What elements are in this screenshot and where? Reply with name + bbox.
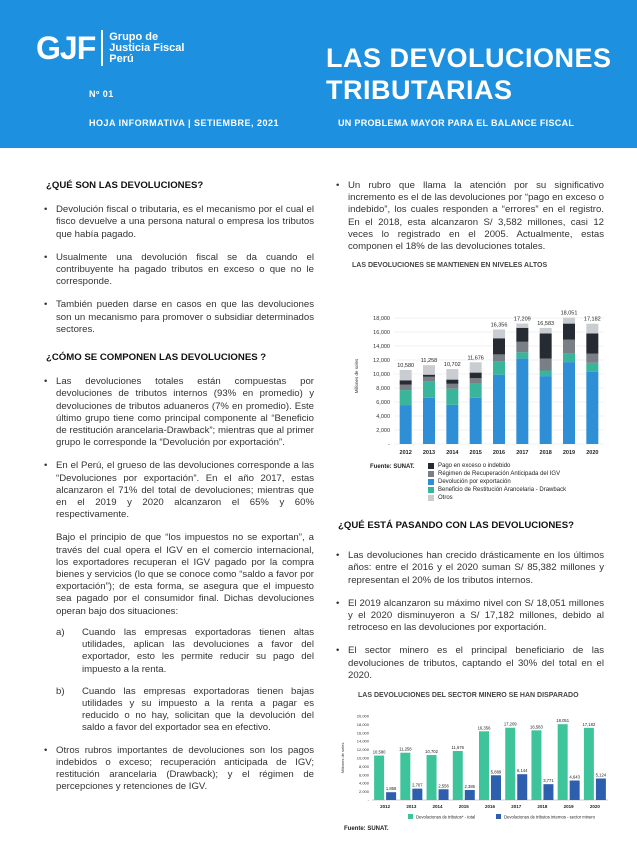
bar-value-label: 10,580 [372, 749, 386, 755]
chart-sector-minero [338, 692, 614, 840]
bar [584, 728, 594, 800]
bar-total-label: 18,051 [560, 310, 578, 317]
bullet-item [42, 204, 314, 241]
page-subtitle: UN PROBLEMA MAYOR PARA EL BALANCE FISCAL [338, 118, 575, 128]
y-tick-label: 2,000 [358, 789, 369, 795]
x-tick-label: 2020 [589, 804, 600, 809]
bulletin-date: HOJA INFORMATIVA | SETIEMBRE, 2021 [89, 118, 280, 128]
chart2-source: Fuente: SUNAT. [344, 826, 389, 832]
bullet-item [42, 252, 314, 289]
bullet-icon: • [44, 744, 48, 756]
bullet-text: También pueden darse en casos en que las devoluciones son un mecanismo para promover o subsidiar determinados sectores. [56, 299, 314, 335]
bar-value-label: 17,209 [503, 721, 517, 727]
left-column [42, 180, 314, 804]
bar-segment [470, 362, 482, 372]
bar-segment [563, 362, 575, 444]
bullet-text: Usualmente una devolución fiscal se da cuando el contribuyente ha pagado tributos en exceso o que no le corresponde. [56, 251, 314, 288]
legend-swatch [428, 479, 434, 485]
bar-value-label: 11,258 [399, 746, 412, 752]
bar-segment [563, 340, 575, 354]
y-tick-label: - [367, 797, 369, 803]
bar-segment [400, 385, 412, 391]
bar-value-label: 3,771 [543, 778, 554, 784]
bar [531, 730, 541, 800]
bar-value-label: 5,889 [490, 769, 502, 775]
bar-value-label: 18,051 [556, 718, 570, 724]
y-tick-label: 14,000 [356, 738, 369, 744]
sub-text: Cuando las empresas exportadoras tienen bajas utilidades y su impuesto a la renta a pagar es reducido o no hay, solicitan que la devolución del saldo a favor del exportador sea en efectivo. [82, 685, 314, 734]
legend-item [428, 486, 566, 494]
bullet-text: En el Perú, el grueso de las devoluciones corresponde a las “Devoluciones por exportación”. En el año 2017, estas alcanzaron el 71% del total de devoluciones; mientras que en el 2019 y 2020 alcanzaron el 65% y 60% respectivamente. [56, 460, 314, 521]
bullet-item [42, 460, 314, 521]
bar [412, 789, 422, 800]
legend-item [428, 478, 566, 486]
bar-segment [470, 373, 482, 379]
y-tick-label: 12,000 [356, 747, 369, 753]
logo-text [109, 32, 184, 65]
logo [36, 30, 184, 66]
legend-item [428, 462, 566, 470]
y-tick-label: 6,000 [376, 400, 390, 406]
sub-text: Cuando las empresas exportadoras tienen altas utilidades, aplican las devoluciones a favor del exportador, esto les permite reducir su pago del impuesto a la renta. [82, 626, 314, 675]
bar-segment [516, 328, 528, 342]
right-column [334, 180, 604, 264]
legend-label: Devolución por exportación [438, 479, 511, 485]
x-tick-label: 2018 [537, 804, 548, 809]
section-heading: ¿QUÉ SON LAS DEVOLUCIONES? [46, 180, 204, 191]
bullet-item [334, 180, 604, 253]
x-tick-label: 2017 [511, 804, 522, 809]
bar-total-label: 10,580 [397, 362, 415, 369]
issue-number: Nº 01 [89, 89, 114, 99]
bar-total-label: 17,209 [513, 316, 531, 323]
bar-total-label: 11,258 [420, 358, 438, 365]
chart-title: LAS DEVOLUCIONES DEL SECTOR MINERO SE HAN DISPARADO [358, 692, 579, 699]
y-tick-label: 16,000 [356, 730, 369, 736]
bar-segment [493, 375, 505, 444]
y-tick-label: 6,000 [358, 772, 369, 778]
x-tick-label: 2013 [406, 804, 417, 809]
bullet-icon: • [336, 180, 340, 191]
chart1-svg [352, 276, 612, 466]
bullet-icon: • [44, 204, 48, 216]
bar-segment [400, 406, 412, 445]
x-tick-label: 2017 [516, 450, 529, 456]
bullet-icon: • [336, 645, 340, 657]
bar-segment [540, 333, 552, 358]
bar-segment [446, 384, 458, 389]
y-tick-label: 16,000 [373, 330, 390, 336]
y-axis-label: Millones de soles [340, 742, 345, 774]
bullet-icon: • [44, 251, 48, 263]
chart1-source: Fuente: SUNAT. [370, 464, 415, 470]
bar [453, 751, 463, 800]
legend-item [428, 470, 566, 478]
y-tick-label: 18,000 [373, 316, 390, 322]
bar-total-label: 16,356 [490, 322, 508, 329]
y-tick-label: 4,000 [376, 414, 390, 420]
legend-swatch [428, 463, 434, 469]
bar-segment [516, 359, 528, 444]
bar [374, 756, 384, 800]
logo-line: Perú [109, 52, 134, 65]
y-tick-label: 12,000 [373, 358, 390, 364]
bullet-text: El sector minero es el principal beneficiario de las devoluciones de tributos, captando el 30% del total en el 2020. [348, 645, 604, 681]
y-tick-label: 10,000 [356, 755, 369, 761]
bullet-item [334, 645, 604, 682]
x-tick-label: 2016 [492, 450, 506, 456]
bullet-item [42, 299, 314, 336]
legend-swatch [408, 814, 413, 819]
bar-segment [493, 330, 505, 339]
bar-value-label: 2,385 [464, 783, 476, 789]
y-axis-label: Millones de soles [354, 358, 359, 394]
x-tick-label: 2012 [380, 804, 391, 809]
legend-label: Régimen de Recuperación Anticipada del IGV [438, 471, 561, 477]
sub-label: b) [56, 685, 65, 697]
bar-segment [516, 352, 528, 358]
bar-total-label: 16,583 [537, 320, 555, 327]
chart2-svg [338, 702, 614, 834]
bar-segment [586, 354, 598, 363]
bar [439, 789, 449, 800]
y-tick-label: 14,000 [373, 344, 390, 350]
bullet-text: Un rubro que llama la atención por su significativo incremento es el de las devoluciones por “pago en exceso o indebido”, los cuales responden a “errores” en el registro. En el 2018, esta alcanzaron S/ 3,582 millones, casi 12 veces lo registrado en el 2005. Actualmente, estas componen el 18% de las devoluciones totales. [348, 180, 604, 253]
bar-segment [540, 328, 552, 333]
bar-segment [563, 354, 575, 362]
title-line: LAS DEVOLUCIONES [326, 43, 612, 73]
bar-segment [540, 359, 552, 371]
bar-value-label: 16,583 [530, 724, 543, 730]
title-line: TRIBUTARIAS [326, 75, 513, 105]
bar [596, 778, 606, 800]
bar-segment [586, 324, 598, 334]
bar [386, 792, 396, 800]
bar-total-label: 11,676 [467, 355, 484, 362]
bar-value-label: 11,676 [451, 744, 465, 750]
bar-segment [423, 365, 435, 375]
legend-swatch [428, 495, 434, 501]
bar [558, 724, 568, 800]
bullet-icon: • [44, 299, 48, 311]
bar-segment [586, 363, 598, 372]
bar-segment [400, 380, 412, 384]
bullet-icon: • [336, 597, 340, 609]
bar [400, 753, 410, 800]
y-tick-label: 8,000 [376, 386, 390, 392]
bar [505, 728, 515, 800]
y-tick-label: 4,000 [358, 780, 369, 786]
bar-value-label: 17,182 [582, 721, 596, 727]
bar-value-label: 1,858 [385, 786, 397, 792]
body-paragraph: Bajo el principio de que “los impuestos no se exportan”, a través del cual opera el IGV en el comercio internacional, los exportadores recuperan el IGV pagado por la compra bienes y servicios (lo que se conoce como “saldo a favor por exportación”); de esta forma, se asegura que el impuesto sea pagado por el consumidor final. Dichas devoluciones operan bajo dos situaciones: [56, 532, 314, 617]
x-tick-label: 2014 [446, 450, 459, 456]
bullet-item [42, 745, 314, 794]
legend-label: Beneficio de Restitución Arancelaria - Drawback [438, 487, 567, 493]
x-tick-label: 2015 [458, 804, 469, 809]
y-tick-label: 20,000 [356, 713, 369, 719]
logo-line: Justicia Fiscal [109, 41, 185, 54]
bar-segment [400, 390, 412, 405]
y-tick-label: - [388, 442, 390, 448]
chart1-legend [428, 462, 566, 502]
header-banner [0, 0, 637, 148]
bar-segment [516, 324, 528, 328]
bar-segment [586, 333, 598, 353]
bar-segment [446, 405, 458, 444]
bullet-text: Las devoluciones totales están compuestas por devoluciones de tributos internos (93% en promedio) y devoluciones de tributos aduaneros (7% en promedio). Este último grupo tiene como principal componente al “Beneficio de restitución arancelaria-Drawback”; mientras que al primer grupo le corresponde la “Devolución por exportación”. [56, 376, 314, 449]
bar-segment [586, 372, 598, 444]
legend-label: Devoluciones de tributos internos - sector minero [504, 814, 596, 820]
bullet-item [334, 598, 604, 635]
bar [479, 731, 489, 800]
bar-segment [446, 389, 458, 405]
x-tick-label: 2018 [539, 450, 552, 456]
right-section-3 [334, 520, 604, 693]
bar-value-label: 10,702 [425, 749, 438, 755]
x-tick-label: 2012 [399, 450, 412, 456]
legend-label: Pago en exceso o indebido [438, 463, 511, 469]
bar-segment [423, 375, 435, 377]
x-tick-label: 2015 [469, 450, 482, 456]
bullet-icon: • [44, 460, 48, 472]
y-tick-label: 18,000 [356, 721, 369, 727]
bar [427, 755, 437, 800]
bar-segment [563, 318, 575, 324]
x-tick-label: 2020 [586, 450, 599, 456]
legend-label: Otros [438, 495, 453, 501]
x-tick-label: 2019 [562, 450, 576, 456]
bullet-icon: • [336, 550, 340, 562]
bar-segment [493, 354, 505, 361]
legend-swatch [428, 487, 434, 493]
bar-total-label: 10,702 [443, 362, 461, 369]
bar-value-label: 5,124 [595, 772, 607, 778]
bar [465, 790, 475, 800]
bar-segment [516, 342, 528, 353]
bar-value-label: 2,707 [412, 782, 423, 788]
bar [491, 775, 501, 800]
bar-segment [540, 376, 552, 444]
bar-segment [470, 384, 482, 398]
bar-segment [540, 371, 552, 377]
bullet-item [42, 376, 314, 449]
bar-segment [423, 377, 435, 382]
legend-item [428, 494, 566, 502]
section-heading: ¿CÓMO SE COMPONEN LAS DEVOLUCIONES ? [46, 352, 267, 364]
bar-value-label: 16,356 [477, 725, 491, 731]
y-tick-label: 2,000 [376, 428, 390, 434]
bar-segment [493, 361, 505, 374]
bar-value-label: 4,643 [569, 774, 580, 780]
y-tick-label: 10,000 [373, 372, 390, 378]
bar [570, 780, 580, 800]
legend-swatch [428, 471, 434, 477]
x-tick-label: 2019 [563, 804, 574, 809]
legend-swatch [496, 814, 501, 819]
bar-segment [400, 370, 412, 380]
bar-segment [470, 398, 482, 444]
page-title [326, 42, 612, 106]
bar-segment [563, 324, 575, 340]
legend-label: Devoluciones de tributos* - total [416, 814, 476, 820]
bar-segment [446, 369, 458, 380]
bar-segment [423, 382, 435, 398]
x-tick-label: 2016 [484, 804, 496, 809]
bar [517, 774, 527, 800]
sub-label: a) [56, 626, 65, 638]
y-tick-label: 8,000 [358, 763, 369, 769]
bar [543, 784, 553, 800]
x-tick-label: 2014 [432, 804, 443, 809]
bar-total-label: 17,182 [583, 316, 601, 323]
x-tick-label: 2013 [422, 450, 436, 456]
bullet-text: Las devoluciones han crecido drásticamente en los últimos años: entre el 2016 y el 2020 suman S/ 85,382 millones y representan el 20% de los tributos internos. [348, 550, 604, 586]
bullet-text: Otros rubros importantes de devoluciones son los pagos indebidos o exceso; recuperación anticipada de IGV; restitución arancelaria (Drawback); y el régimen de percepciones y retenciones de IGV. [56, 744, 314, 793]
sub-item [56, 627, 314, 676]
bullet-icon: • [44, 376, 48, 388]
logo-mark: GJF [36, 30, 103, 66]
bar-segment [423, 398, 435, 444]
bar-segment [493, 338, 505, 354]
chart-title: LAS DEVOLUCIONES SE MANTIENEN EN NIVELES ALTOS [352, 262, 548, 269]
bar-segment [470, 378, 482, 384]
bullet-item [334, 550, 604, 587]
bar-segment [446, 380, 458, 384]
bullet-text: Devolución fiscal o tributaria, es el mecanismo por el cual el fisco devuelve a una persona natural o empresa los tributos que había pagado. [56, 204, 314, 240]
bullet-text: El 2019 alcanzaron su máximo nivel con S/ 18,051 millones y el 2020 disminuyeron a S/ 17,182 millones, debido al retroceso en las devoluciones por exportación. [348, 597, 604, 634]
sub-item [56, 686, 314, 735]
section-heading: ¿QUÉ ESTÁ PASANDO CON LAS DEVOLUCIONES? [338, 520, 574, 531]
logo-line: Grupo de [109, 30, 159, 43]
bar-value-label: 6,144 [516, 768, 528, 774]
bar-value-label: 2,556 [438, 783, 449, 789]
